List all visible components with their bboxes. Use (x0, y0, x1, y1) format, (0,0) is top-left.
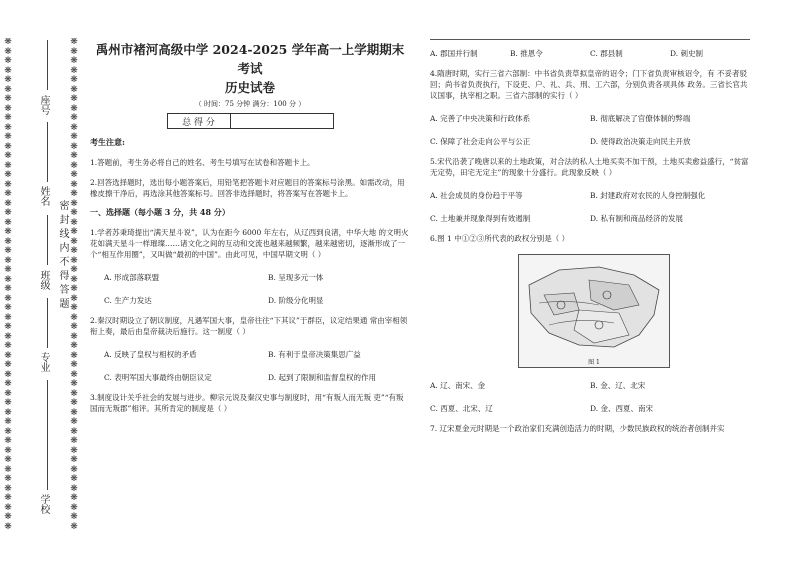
score-label: 总 得 分 (167, 114, 230, 129)
option-c[interactable]: C. 表明军国大事最终由朝臣议定 (104, 373, 212, 382)
question-4-stem: 4.隋唐时期，实行三省六部制：中书省负责草拟皇帝的诏令；门下省负责审核诏令，有 不妥者驳回；尚书省负责执行，下设吏、户、礼、兵、刑、工六部，分别负责各项具体 政务。三省长官共议国事，执宰相之职。三省六部制的实行（ ） (430, 69, 748, 100)
option-b[interactable]: B. 彻底解决了官僚体制的弊端 (590, 114, 691, 123)
question-2-options-row (90, 349, 410, 360)
question-5-options-row (430, 190, 750, 201)
option-b[interactable]: B. 有利于皇帝决策集思广益 (268, 350, 361, 359)
historical-map-figure (518, 254, 670, 368)
notice-heading: 考生注意: (90, 137, 125, 147)
question-5-stem: 5.宋代沿袭了晚唐以来的土地政策，对合法的私人土地买卖不加干预，土地买卖愈益盛行，“贫富无定势，田宅无定主”的现象十分盛行。此现象反映（ ） (430, 157, 749, 177)
question-1-options-row (90, 272, 410, 283)
option-d[interactable]: D. 私有制和商品经济的发展 (590, 214, 684, 223)
question-6-options-row (430, 403, 750, 414)
option-c[interactable]: C. 郡县制 (590, 49, 623, 58)
binding-stars-right: ❋❋❋❋❋❋❋❋❋❋❋❋❋❋❋❋❋❋❋❋❋❋❋❋❋❋❋❋❋❋❋❋❋❋❋❋❋❋❋❋❋❋❋❋❋❋❋❋❋❋❋❋ (70, 38, 78, 532)
left-column (90, 40, 410, 414)
question-4-options-row (430, 136, 750, 147)
top-rule (430, 39, 750, 40)
score-box (167, 113, 334, 129)
question-7-stem: 7. 辽宋夏金元时期是一个政治家们充满创造活力的时期，少数民族政权的统治者创制并实 (430, 424, 725, 433)
option-a[interactable]: A. 辽、南宋、金 (430, 381, 486, 390)
right-column (430, 48, 750, 434)
option-a[interactable]: A. 社会成员的身份趋于平等 (430, 191, 523, 200)
option-a[interactable]: A. 郡国并行制 (430, 49, 478, 58)
option-a[interactable]: A. 反映了皇权与相权的矛盾 (104, 350, 197, 359)
exam-title: 禹州市褚河高级中学 2024-2025 学年高一上学期期末考试 (95, 42, 405, 76)
seal-line-text: 密封线内不得答题 (57, 200, 68, 312)
question-1-stem: 1.学者苏秉琦提出“满天星斗说”，认为在距今 6000 年左右，从辽西到良渚，中华大地 的文明火花如满天星斗一样璀璨……诸文化之间的互动和交流也越来越频繁，越来越密切，逐渐形成了一个“相互作用圈”，又叫做“最初的中国”。由此可见，中国早期文明（ ） (90, 228, 409, 259)
map-caption: 图 1 (588, 359, 600, 366)
score-field[interactable] (230, 114, 333, 129)
notice-item: 2.回答选择题时，选出每小题答案后，用铅笔把答题卡对应题目的答案标号涂黑。如需改动，用橡皮擦干净后，再选涂其他答案标号。回答非选择题时，将答案写在答题卡上。 (90, 178, 405, 198)
option-c[interactable]: C. 西夏、北宋、辽 (430, 404, 493, 413)
option-c[interactable]: C. 生产力发达 (104, 296, 152, 305)
exam-meta: （ 时间：75 分钟 满分：100 分 ） (194, 100, 306, 108)
option-c[interactable]: C. 土地兼并现象得到有效遏制 (430, 214, 531, 223)
option-b[interactable]: B. 推恩令 (510, 49, 543, 58)
question-2-options-row (90, 372, 410, 383)
binding-stars-left: ❋❋❋❋❋❋❋❋❋❋❋❋❋❋❋❋❋❋❋❋❋❋❋❋❋❋❋❋❋❋❋❋❋❋❋❋❋❋❋❋❋❋❋❋❋❋❋❋❋❋❋❋ (4, 38, 12, 532)
question-3-options-row (430, 48, 750, 59)
question-5-options-row (430, 213, 750, 224)
option-b[interactable]: B. 封建政府对农民的人身控制强化 (590, 191, 706, 200)
class-label: 班级 (38, 270, 49, 290)
option-d[interactable]: D. 起到了限制和监督皇权的作用 (268, 373, 377, 382)
option-b[interactable]: B. 呈现多元一体 (268, 273, 324, 282)
option-d[interactable]: D. 使得政治决策走向民主开放 (590, 137, 691, 146)
option-d[interactable]: D. 刺史制 (670, 49, 704, 58)
major-label: 专业 (38, 352, 49, 372)
question-3-stem: 3.制度设计关乎社会的发展与进步。柳宗元说及秦汉史事与制度时，用“有叛人而无叛 吏”“有叛国而无叛郡”相评。其所肯定的制度是（ ） (90, 393, 404, 413)
question-1-options-row (90, 295, 410, 306)
subject-title: 历史试卷 (224, 80, 275, 95)
question-4-options-row (430, 113, 750, 124)
question-6-options-row (430, 380, 750, 391)
option-a[interactable]: A. 完善了中央决策和行政体系 (430, 114, 531, 123)
option-b[interactable]: B. 金、辽、北宋 (590, 381, 646, 390)
name-label: 姓名 (38, 186, 49, 206)
option-c[interactable]: C. 保障了社会走向公平与公正 (430, 137, 531, 146)
school-label: 学校 (38, 494, 49, 514)
question-2-stem: 2.秦汉时期设立了朝议制度，凡遇军国大事，皇帝往往“下其议”于群臣，议定结果通 常由宰相领衔上奏，最后由皇帝裁决后施行。这一制度（ ） (90, 316, 408, 336)
option-a[interactable]: A. 形成部落联盟 (104, 273, 160, 282)
option-d[interactable]: D. 金、西夏、南宋 (590, 404, 654, 413)
section-heading: 一、选择题（每小题 3 分，共 48 分） (90, 207, 230, 217)
option-d[interactable]: D. 阶级分化明显 (268, 296, 324, 305)
map-image (519, 255, 669, 355)
notice-item: 1.答题前，考生务必将自己的姓名、考生号填写在试卷和答题卡上。 (90, 158, 315, 167)
seat-label: 座号 (38, 95, 49, 115)
question-6-stem: 6.图 1 中①②③所代表的政权分别是（ ） (430, 234, 570, 243)
binding-margin (0, 0, 80, 561)
